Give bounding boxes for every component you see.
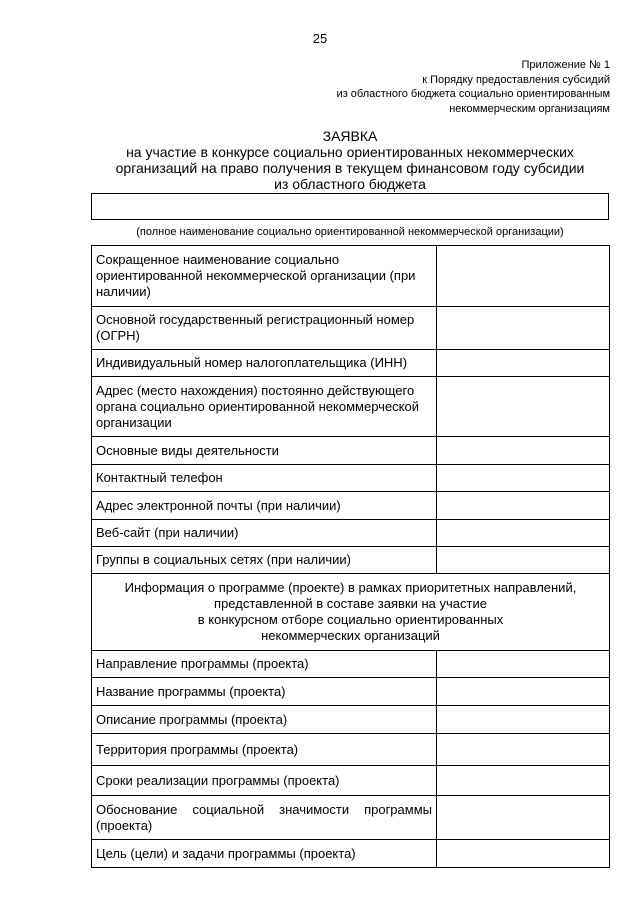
appendix-line: из областного бюджета социально ориентированным xyxy=(336,88,610,100)
page-number: 25 xyxy=(312,31,328,46)
row-label: Основные виды деятельности xyxy=(92,437,437,465)
row-value-cell[interactable] xyxy=(437,465,610,492)
table-row xyxy=(92,350,610,377)
row-label: Название программы (проекта) xyxy=(92,678,437,706)
table-row xyxy=(92,377,610,437)
section-line: представленной в составе заявки на участие xyxy=(214,596,487,611)
row-value-cell[interactable] xyxy=(437,377,610,437)
title-heading: ЗАЯВКА xyxy=(322,128,378,144)
table-row xyxy=(92,547,610,574)
title-line: из областного бюджета xyxy=(274,176,426,192)
section-header-row xyxy=(92,574,610,651)
row-value-cell[interactable] xyxy=(437,734,610,766)
row-value-cell[interactable] xyxy=(437,651,610,678)
row-label: Сроки реализации программы (проекта) xyxy=(92,766,437,796)
appendix-note xyxy=(337,58,610,116)
row-value-cell[interactable] xyxy=(437,678,610,706)
table-row xyxy=(92,437,610,465)
row-value-cell[interactable] xyxy=(437,766,610,796)
org-full-name-caption: (полное наименование социально ориентированной некоммерческой организации) xyxy=(136,226,564,238)
table-row xyxy=(92,678,610,706)
section-header xyxy=(92,574,610,651)
row-value-cell[interactable] xyxy=(437,840,610,868)
table-row xyxy=(92,766,610,796)
row-value-cell[interactable] xyxy=(437,246,610,307)
table-row xyxy=(92,465,610,492)
table-row xyxy=(92,796,610,840)
row-value-cell[interactable] xyxy=(437,706,610,734)
row-label: Индивидуальный номер налогоплательщика (ИНН) xyxy=(92,350,437,377)
row-value-cell[interactable] xyxy=(437,492,610,520)
appendix-line: некоммерческим организациям xyxy=(449,102,610,115)
row-value-cell[interactable] xyxy=(437,350,610,377)
section-line: Информация о программе (проекте) в рамках приоритетных направлений, xyxy=(124,580,577,595)
section-line: некоммерческих организаций xyxy=(261,628,440,643)
table-row xyxy=(92,307,610,350)
row-label: Обоснование социальной значимости программы (проекта) xyxy=(92,796,437,840)
table-row xyxy=(92,520,610,547)
org-full-name-field[interactable] xyxy=(91,193,609,220)
table-row xyxy=(92,840,610,868)
title-line: на участие в конкурсе социально ориентированных некоммерческих xyxy=(126,144,574,160)
table-row xyxy=(92,734,610,766)
appendix-line: к Порядку предоставления субсидий xyxy=(422,73,610,86)
row-label: Адрес электронной почты (при наличии) xyxy=(92,492,437,520)
table-row xyxy=(92,246,610,307)
row-value-cell[interactable] xyxy=(437,547,610,574)
row-label: Адрес (место нахождения) постоянно действующего органа социально ориентированной некоммерческой организации xyxy=(92,377,437,437)
row-label: Направление программы (проекта) xyxy=(92,651,437,678)
row-value-cell[interactable] xyxy=(437,307,610,350)
row-label: Описание программы (проекта) xyxy=(92,706,437,734)
application-form-table xyxy=(91,245,610,868)
row-label: Территория программы (проекта) xyxy=(92,734,437,766)
row-label: Веб-сайт (при наличии) xyxy=(92,520,437,547)
row-label: Группы в социальных сетях (при наличии) xyxy=(92,547,437,574)
document-title xyxy=(60,128,640,192)
title-line: организаций на право получения в текущем финансовом году субсидии xyxy=(115,160,585,176)
row-value-cell[interactable] xyxy=(437,796,610,840)
appendix-line: Приложение № 1 xyxy=(521,59,610,71)
table-row xyxy=(92,706,610,734)
table-row xyxy=(92,651,610,678)
row-value-cell[interactable] xyxy=(437,437,610,465)
row-label: Цель (цели) и задачи программы (проекта) xyxy=(92,840,437,868)
row-label: Контактный телефон xyxy=(92,465,437,492)
row-label: Сокращенное наименование социально ориентированной некоммерческой организации (при наличии) xyxy=(92,246,437,307)
row-label: Основной государственный регистрационный номер (ОГРН) xyxy=(92,307,437,350)
table-row xyxy=(92,492,610,520)
row-value-cell[interactable] xyxy=(437,520,610,547)
section-line: в конкурсном отборе социально ориентированных xyxy=(197,612,504,627)
